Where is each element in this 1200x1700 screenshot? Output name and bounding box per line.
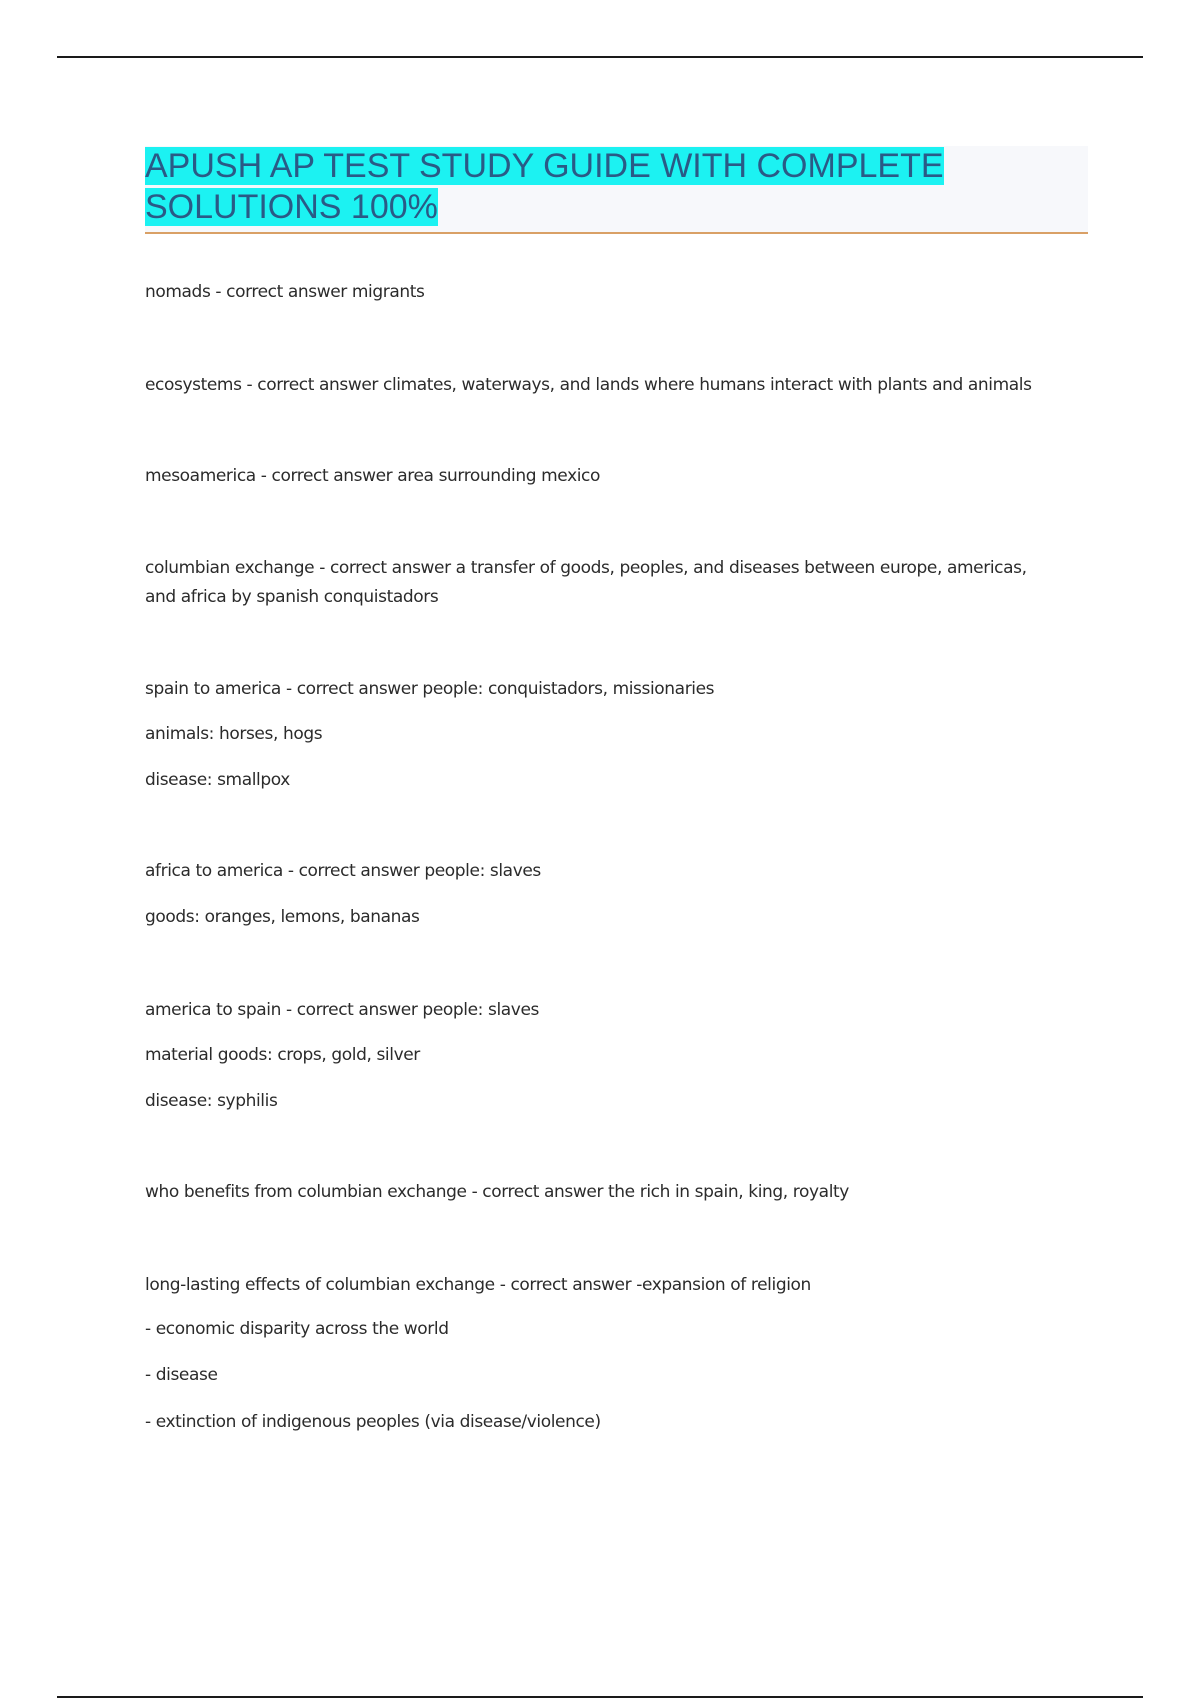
page-top-rule (57, 56, 1143, 58)
entry-spain-to-america-disease: disease: smallpox (145, 770, 290, 790)
entry-long-lasting-effects-item: - disease (145, 1365, 218, 1385)
entry-ecosystems: ecosystems - correct answer climates, waterways, and lands where humans interact with plants and animals (145, 375, 1032, 395)
page-bottom-rule (57, 1696, 1143, 1698)
entry-long-lasting-effects-item: - economic disparity across the world (145, 1319, 449, 1339)
entry-long-lasting-effects: long-lasting effects of columbian exchange - correct answer -expansion of religion (145, 1275, 811, 1295)
document-title (145, 146, 1088, 228)
entry-spain-to-america: spain to america - correct answer people: conquistadors, missionaries (145, 679, 715, 699)
entry-long-lasting-effects-item: - extinction of indigenous peoples (via disease/violence) (145, 1412, 601, 1432)
entry-america-to-spain-goods: material goods: crops, gold, silver (145, 1045, 420, 1065)
document-title-line-1: APUSH AP TEST STUDY GUIDE WITH COMPLETE (145, 147, 944, 185)
entry-africa-to-america: africa to america - correct answer people: slaves (145, 861, 541, 881)
entry-america-to-spain: america to spain - correct answer people: slaves (145, 1000, 539, 1020)
entry-africa-to-america-goods: goods: oranges, lemons, bananas (145, 907, 420, 927)
entry-columbian-exchange: columbian exchange - correct answer a transfer of goods, peoples, and diseases between europe, americas, (145, 558, 1027, 578)
entry-columbian-exchange-continued: and africa by spanish conquistadors (145, 587, 439, 607)
entry-mesoamerica: mesoamerica - correct answer area surrounding mexico (145, 466, 601, 486)
document-title-line-2: SOLUTIONS 100% (145, 188, 438, 226)
document-title-block (145, 146, 1088, 234)
entry-who-benefits: who benefits from columbian exchange - correct answer the rich in spain, king, royalty (145, 1182, 849, 1202)
entry-nomads: nomads - correct answer migrants (145, 282, 425, 302)
entry-america-to-spain-disease: disease: syphilis (145, 1091, 278, 1111)
entry-spain-to-america-animals: animals: horses, hogs (145, 724, 323, 744)
